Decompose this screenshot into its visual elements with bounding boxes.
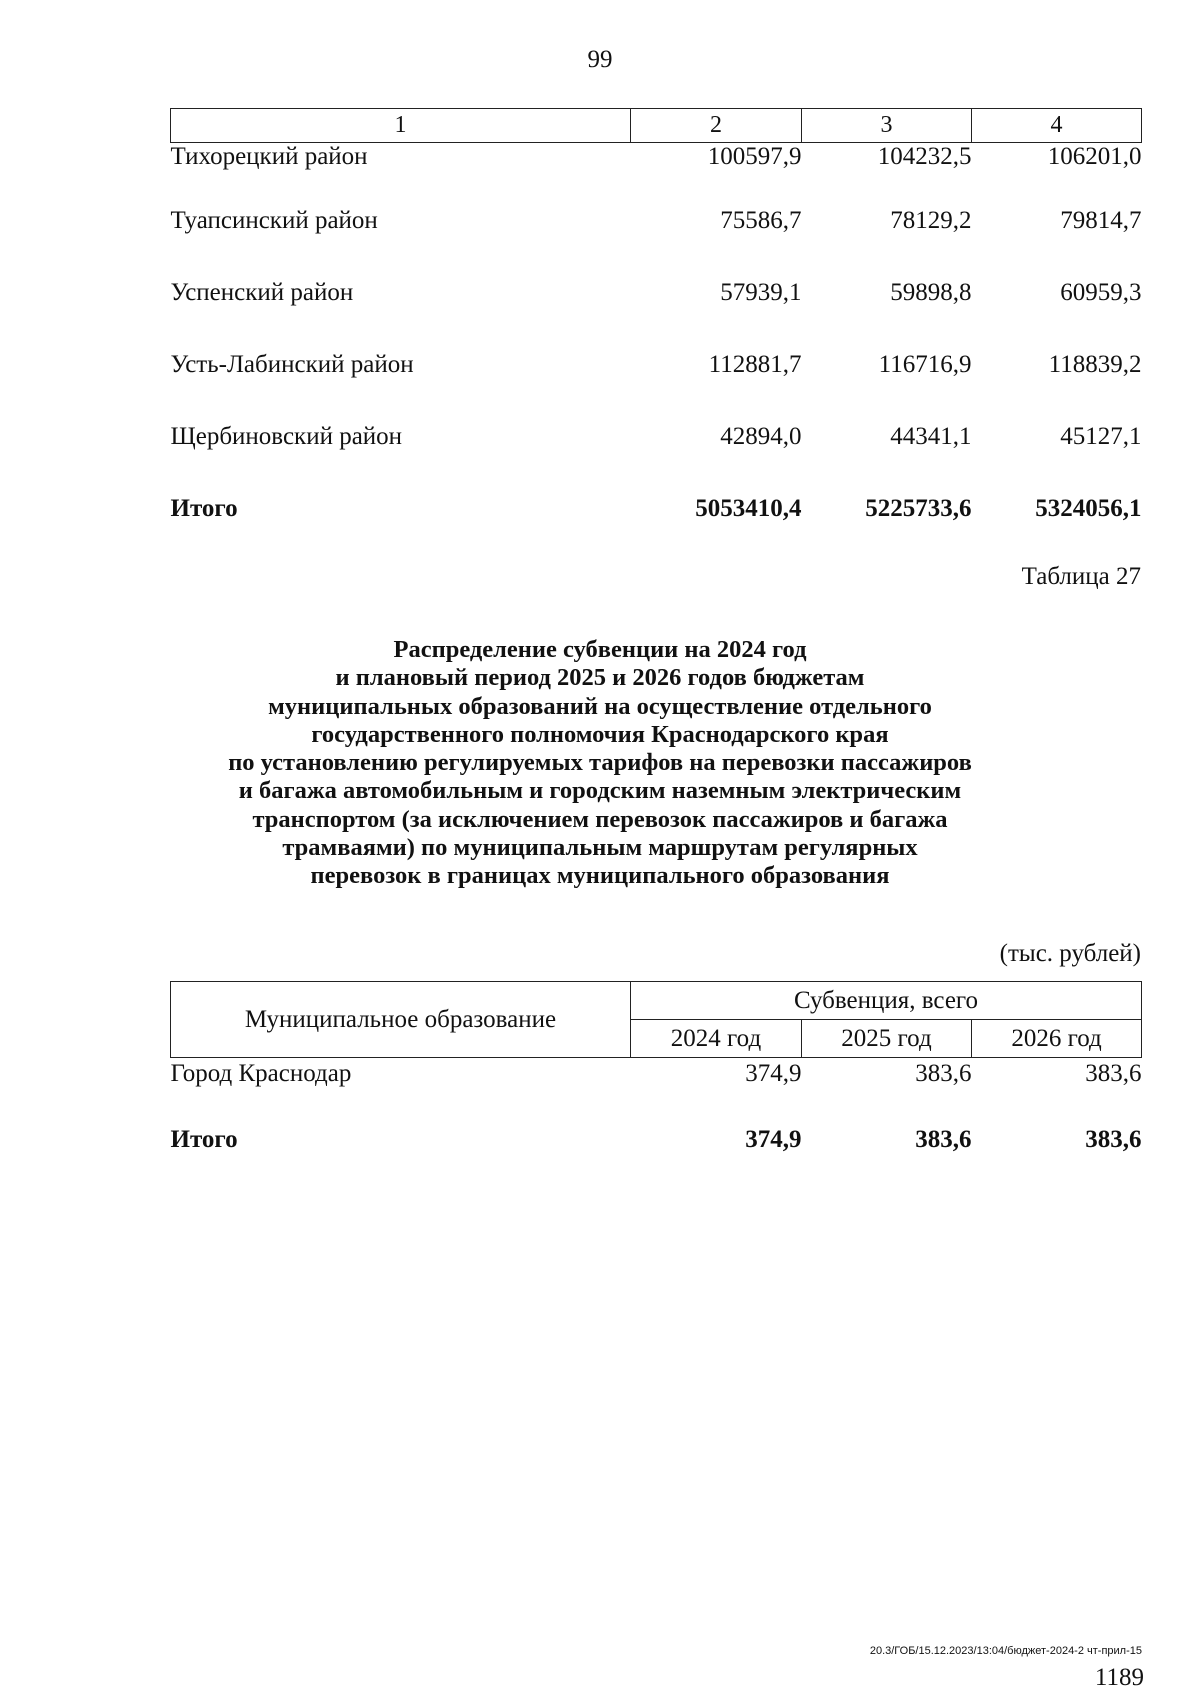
value-cell: 42894,0 [720, 423, 802, 450]
table-row [171, 347, 1142, 419]
value-cell: 104232,5 [877, 143, 972, 170]
value-cell: 79814,7 [1060, 207, 1142, 234]
title-line: трамваями) по муниципальным маршрутам регулярных [282, 834, 918, 862]
value-cell: 44341,1 [890, 423, 972, 450]
value-cell: 383,6 [1085, 1060, 1142, 1087]
title-line: государственного полномочия Краснодарского края [311, 720, 889, 748]
district-name: Тихорецкий район [170, 143, 368, 170]
value-cell: 45127,1 [1060, 423, 1142, 450]
table-row [171, 419, 1142, 491]
value-cell: 383,6 [915, 1060, 972, 1087]
title-line: и багажа автомобильным и городским наземным электрическим [238, 777, 962, 805]
total-row [171, 491, 1142, 563]
title-line: Распределение субвенции на 2024 год [393, 636, 807, 663]
total-value: 5225733,6 [865, 495, 972, 522]
district-name: Щербиновский район [170, 423, 403, 450]
table-header-row [171, 982, 1142, 1020]
total-label: Итого [170, 1126, 238, 1153]
district-name: Усть-Лабинский район [170, 351, 414, 378]
year-header: 2025 год [802, 1020, 972, 1058]
total-value: 5324056,1 [1035, 495, 1142, 522]
table-title [150, 636, 1050, 891]
year-header: 2026 год [972, 1020, 1142, 1058]
value-cell: 57939,1 [720, 279, 802, 306]
table-row [171, 275, 1142, 347]
value-cell: 59898,8 [890, 279, 972, 306]
column-number-header: 1 [171, 109, 631, 143]
table-row [171, 143, 1142, 204]
total-value: 383,6 [915, 1126, 972, 1153]
total-row [171, 1126, 1142, 1166]
subvention-table [170, 981, 1142, 1166]
page-number: 99 [587, 46, 613, 73]
year-header: 2024 год [631, 1020, 802, 1058]
value-cell: 100597,9 [707, 143, 802, 170]
title-line: муниципальных образований на осуществление отдельного [268, 692, 932, 720]
column-number-header: 4 [972, 109, 1142, 143]
column-number-header: 3 [802, 109, 972, 143]
value-cell: 118839,2 [1048, 351, 1142, 378]
value-cell: 75586,7 [720, 207, 802, 234]
title-line: транспортом (за исключением перевозок пассажиров и багажа [252, 805, 948, 833]
title-line: перевозок в границах муниципального образования [310, 862, 890, 890]
document-code: 20.3/ГОБ/15.12.2023/13:04/бюджет-2024-2 чт-прил-15 [869, 1645, 1142, 1657]
district-name: Туапсинский район [170, 207, 378, 234]
table-label: Таблица 27 [1021, 563, 1141, 590]
value-cell: 60959,3 [1060, 279, 1142, 306]
table-row [171, 1058, 1142, 1127]
total-label: Итого [170, 495, 238, 522]
municipality-name: Город Краснодар [170, 1060, 352, 1087]
district-name: Успенский район [170, 279, 354, 306]
total-value: 383,6 [1085, 1126, 1142, 1153]
table-row [171, 203, 1142, 275]
table-continuation [170, 108, 1142, 563]
sheet-number: 1189 [1094, 1664, 1144, 1691]
table-header-row [171, 109, 1142, 143]
title-line: и плановый период 2025 и 2026 годов бюджетам [335, 664, 865, 692]
subvention-header: Субвенция, всего [631, 982, 1142, 1020]
municipality-header: Муниципальное образование [171, 982, 631, 1058]
units-label: (тыс. рублей) [999, 940, 1141, 967]
value-cell: 78129,2 [890, 207, 972, 234]
value-cell: 116716,9 [878, 351, 972, 378]
value-cell: 374,9 [745, 1060, 802, 1087]
value-cell: 106201,0 [1047, 143, 1142, 170]
column-number-header: 2 [631, 109, 802, 143]
total-value: 374,9 [745, 1126, 802, 1153]
title-line: по установлению регулируемых тарифов на перевозки пассажиров [228, 749, 972, 777]
value-cell: 112881,7 [708, 351, 802, 378]
total-value: 5053410,4 [695, 495, 802, 522]
